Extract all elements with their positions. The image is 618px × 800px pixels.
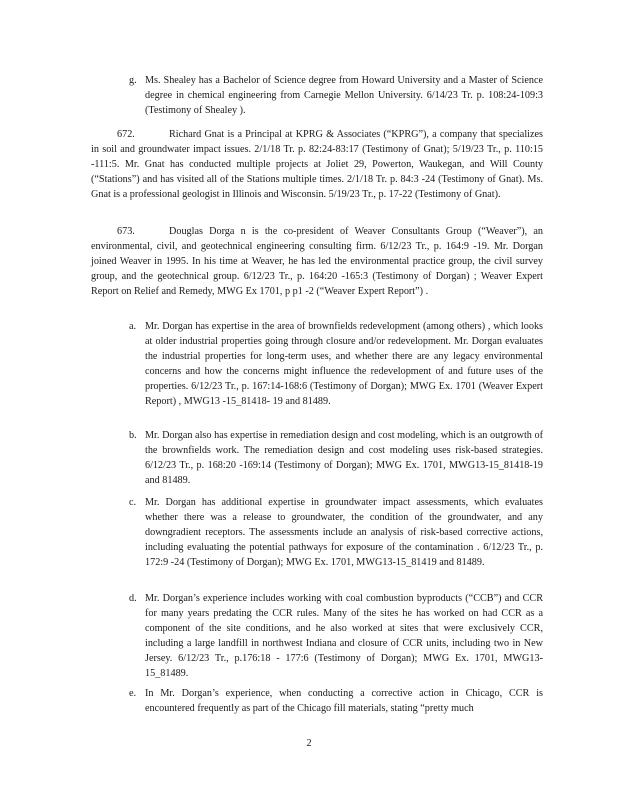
sub-item-label: a. [129,321,137,332]
sub-item-e [129,686,543,716]
sub-item-text: Mr. Dorgan’s experience includes working with coal combustion byproducts (“CCB”) and CCR for many years predating the CCR rules. Many of the sites he has worked on had CCR as a component of the site conditions, and he also worked at sites that were exclusively CCR, including a large landfill in northwest Indiana and closure of CCR units, including two in New Jersey. 6/12/23 Tr., p.176:18 - 177:6 (Testimony of Dorgan); MWG Ex. 1701, MWG13-15_81489. [145,593,543,679]
sub-item-g [129,73,543,118]
sub-item-label: d. [129,593,137,604]
sub-item-label: b. [129,430,137,441]
sub-item-label: e. [129,688,137,699]
sub-item-label: c. [129,497,137,508]
sub-item-b [129,428,543,488]
sub-item-text: Mr. Dorgan also has expertise in remediation design and cost modeling, which is an outgrowth of the brownfields work. The remediation design and cost modeling uses risk-based strategies. 6/12/23 Tr., p. 168:20 -169:14 (Testimony of Dorgan); MWG Ex. 1701, MWG13-15_81418-19 and 81489. [145,430,543,486]
page-number: 2 [306,738,312,749]
sub-item-d [129,591,543,681]
paragraph-673 [91,224,543,299]
sub-item-label: g. [129,75,137,86]
sub-item-text: Ms. Shealey has a Bachelor of Science degree from Howard University and a Master of Science degree in chemical engineering from Carnegie Mellon University. 6/14/23 Tr. p. 108:24-109:3 (Testimony of Shealey ). [145,75,543,116]
sub-item-text: Mr. Dorgan has additional expertise in groundwater impact assessments, which evaluates whether there was a release to groundwater, the condition of the groundwater, and any downgradient receptors. The assessments include an analysis of risk-based corrective actions, including evaluating the potential pathways for exposure of the contamination . 6/12/23 Tr., p. 172:9 -24 (Testimony of Dorgan); MWG Ex. 1701, MWG13-15_81419 and 81489. [145,497,543,568]
paragraph-text: Douglas Dorga n is the co-president of Weaver Consultants Group (“Weaver”), an environmental, civil, and geotechnical engineering consulting firm. 6/12/23 Tr., p. 164:9 -19. Mr. Dorgan joined Weaver in 1995. In his time at Weaver, he has led the environmental practice group, the civil survey group, and the geotechnical group. 6/12/23 Tr., p. 164:20 -165:3 (Testimony of Dorgan) ; Weaver Expert Report on Relief and Remedy, MWG Ex 1701, p p1 -2 (“Weaver Expert Report”) . [91,226,543,297]
sub-item-text: Mr. Dorgan has expertise in the area of brownfields redevelopment (among others) , which looks at older industrial properties going through closure and/or redevelopment. Mr. Dorgan evaluates the industrial properties for long-term uses, and whether there are any legacy environmental concerns and how the concerns might influence the redevelopment of and future uses of the properties. 6/12/23 Tr., p. 167:14-168:6 (Testimony of Dorgan); MWG Ex. 1701 (Weaver Expert Report) , MWG13 -15_81418- 19 and 81489. [145,321,543,407]
paragraph-number: 672. [117,129,135,140]
sub-item-text: In Mr. Dorgan’s experience, when conducting a corrective action in Chicago, CCR is encountered frequently as part of the Chicago fill materials, stating “pretty much [145,688,543,714]
sub-item-a [129,319,543,409]
paragraph-672 [91,127,543,202]
paragraph-text: Richard Gnat is a Principal at KPRG & Associates (“KPRG”), a company that specializes in soil and groundwater impact issues. 2/1/18 Tr. p. 82:24-83:17 (Testimony of Gnat); 5/19/23 Tr., p. 110:15 -111:5. Mr. Gnat has conducted multiple projects at Joliet 29, Powerton, Waukegan, and Will County (“Stations”) and has visited all of the Stations multiple times. 2/1/18 Tr. p. 84:3 -24 (Testimony of Gnat). Ms. Gnat is a professional geologist in Illinois and Wisconsin. 5/19/23 Tr., p. 17-22 (Testimony of Gnat). [91,129,543,200]
paragraph-number: 673. [117,226,135,237]
sub-item-c [129,495,543,570]
